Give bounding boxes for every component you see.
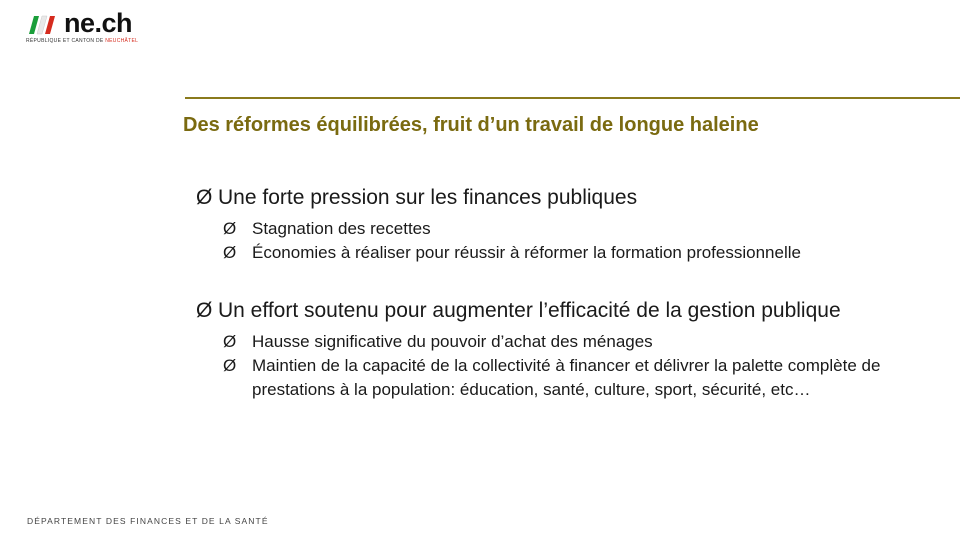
list-item bbox=[223, 354, 946, 402]
section-heading: Un effort soutenu pour augmenter l’efficacité de la gestion publique bbox=[218, 299, 841, 322]
arrow-bullet-icon: Ø bbox=[223, 332, 237, 351]
list-item bbox=[223, 241, 946, 265]
sub-item-text: Maintien de la capacité de la collectivité à financer et délivrer la palette complète de prestations à la population: éducation, santé, culture, sport, sécurité, etc… bbox=[252, 356, 881, 399]
arrow-bullet-icon: Ø bbox=[223, 356, 237, 375]
arrow-bullet-icon: Ø bbox=[196, 186, 213, 209]
section-heading: Une forte pression sur les finances publiques bbox=[218, 186, 638, 209]
sub-item-text: Hausse significative du pouvoir d’achat des ménages bbox=[252, 332, 653, 351]
sub-item-text: Économies à réaliser pour réussir à réformer la formation professionnelle bbox=[252, 243, 801, 262]
arrow-bullet-icon: Ø bbox=[223, 243, 237, 262]
arrow-bullet-icon: Ø bbox=[223, 219, 237, 238]
spacer bbox=[196, 265, 946, 297]
sub-list bbox=[196, 217, 946, 265]
logo-subtitle-prefix: RÉPUBLIQUE ET CANTON DE bbox=[26, 38, 106, 44]
arrow-bullet-icon: Ø bbox=[196, 299, 213, 322]
logo-text: ne.ch bbox=[64, 8, 133, 38]
logo-subtitle-highlight: NEUCHÂTEL bbox=[105, 38, 139, 44]
list-item bbox=[223, 217, 946, 241]
bullet-list bbox=[196, 184, 946, 402]
slide-title: Des réformes équilibrées, fruit d’un travail de longue haleine bbox=[183, 114, 759, 136]
footer-department: DÉPARTEMENT DES FINANCES ET DE LA SANTÉ bbox=[27, 516, 269, 526]
sub-item-text: Stagnation des recettes bbox=[252, 219, 431, 238]
list-item bbox=[223, 330, 946, 354]
list-item bbox=[196, 297, 946, 324]
list-item bbox=[196, 184, 946, 211]
sub-list bbox=[196, 330, 946, 402]
neuchatel-flag-icon bbox=[26, 14, 62, 36]
title-rule bbox=[185, 97, 960, 99]
logo bbox=[26, 8, 166, 48]
logo-subtitle bbox=[26, 38, 138, 44]
